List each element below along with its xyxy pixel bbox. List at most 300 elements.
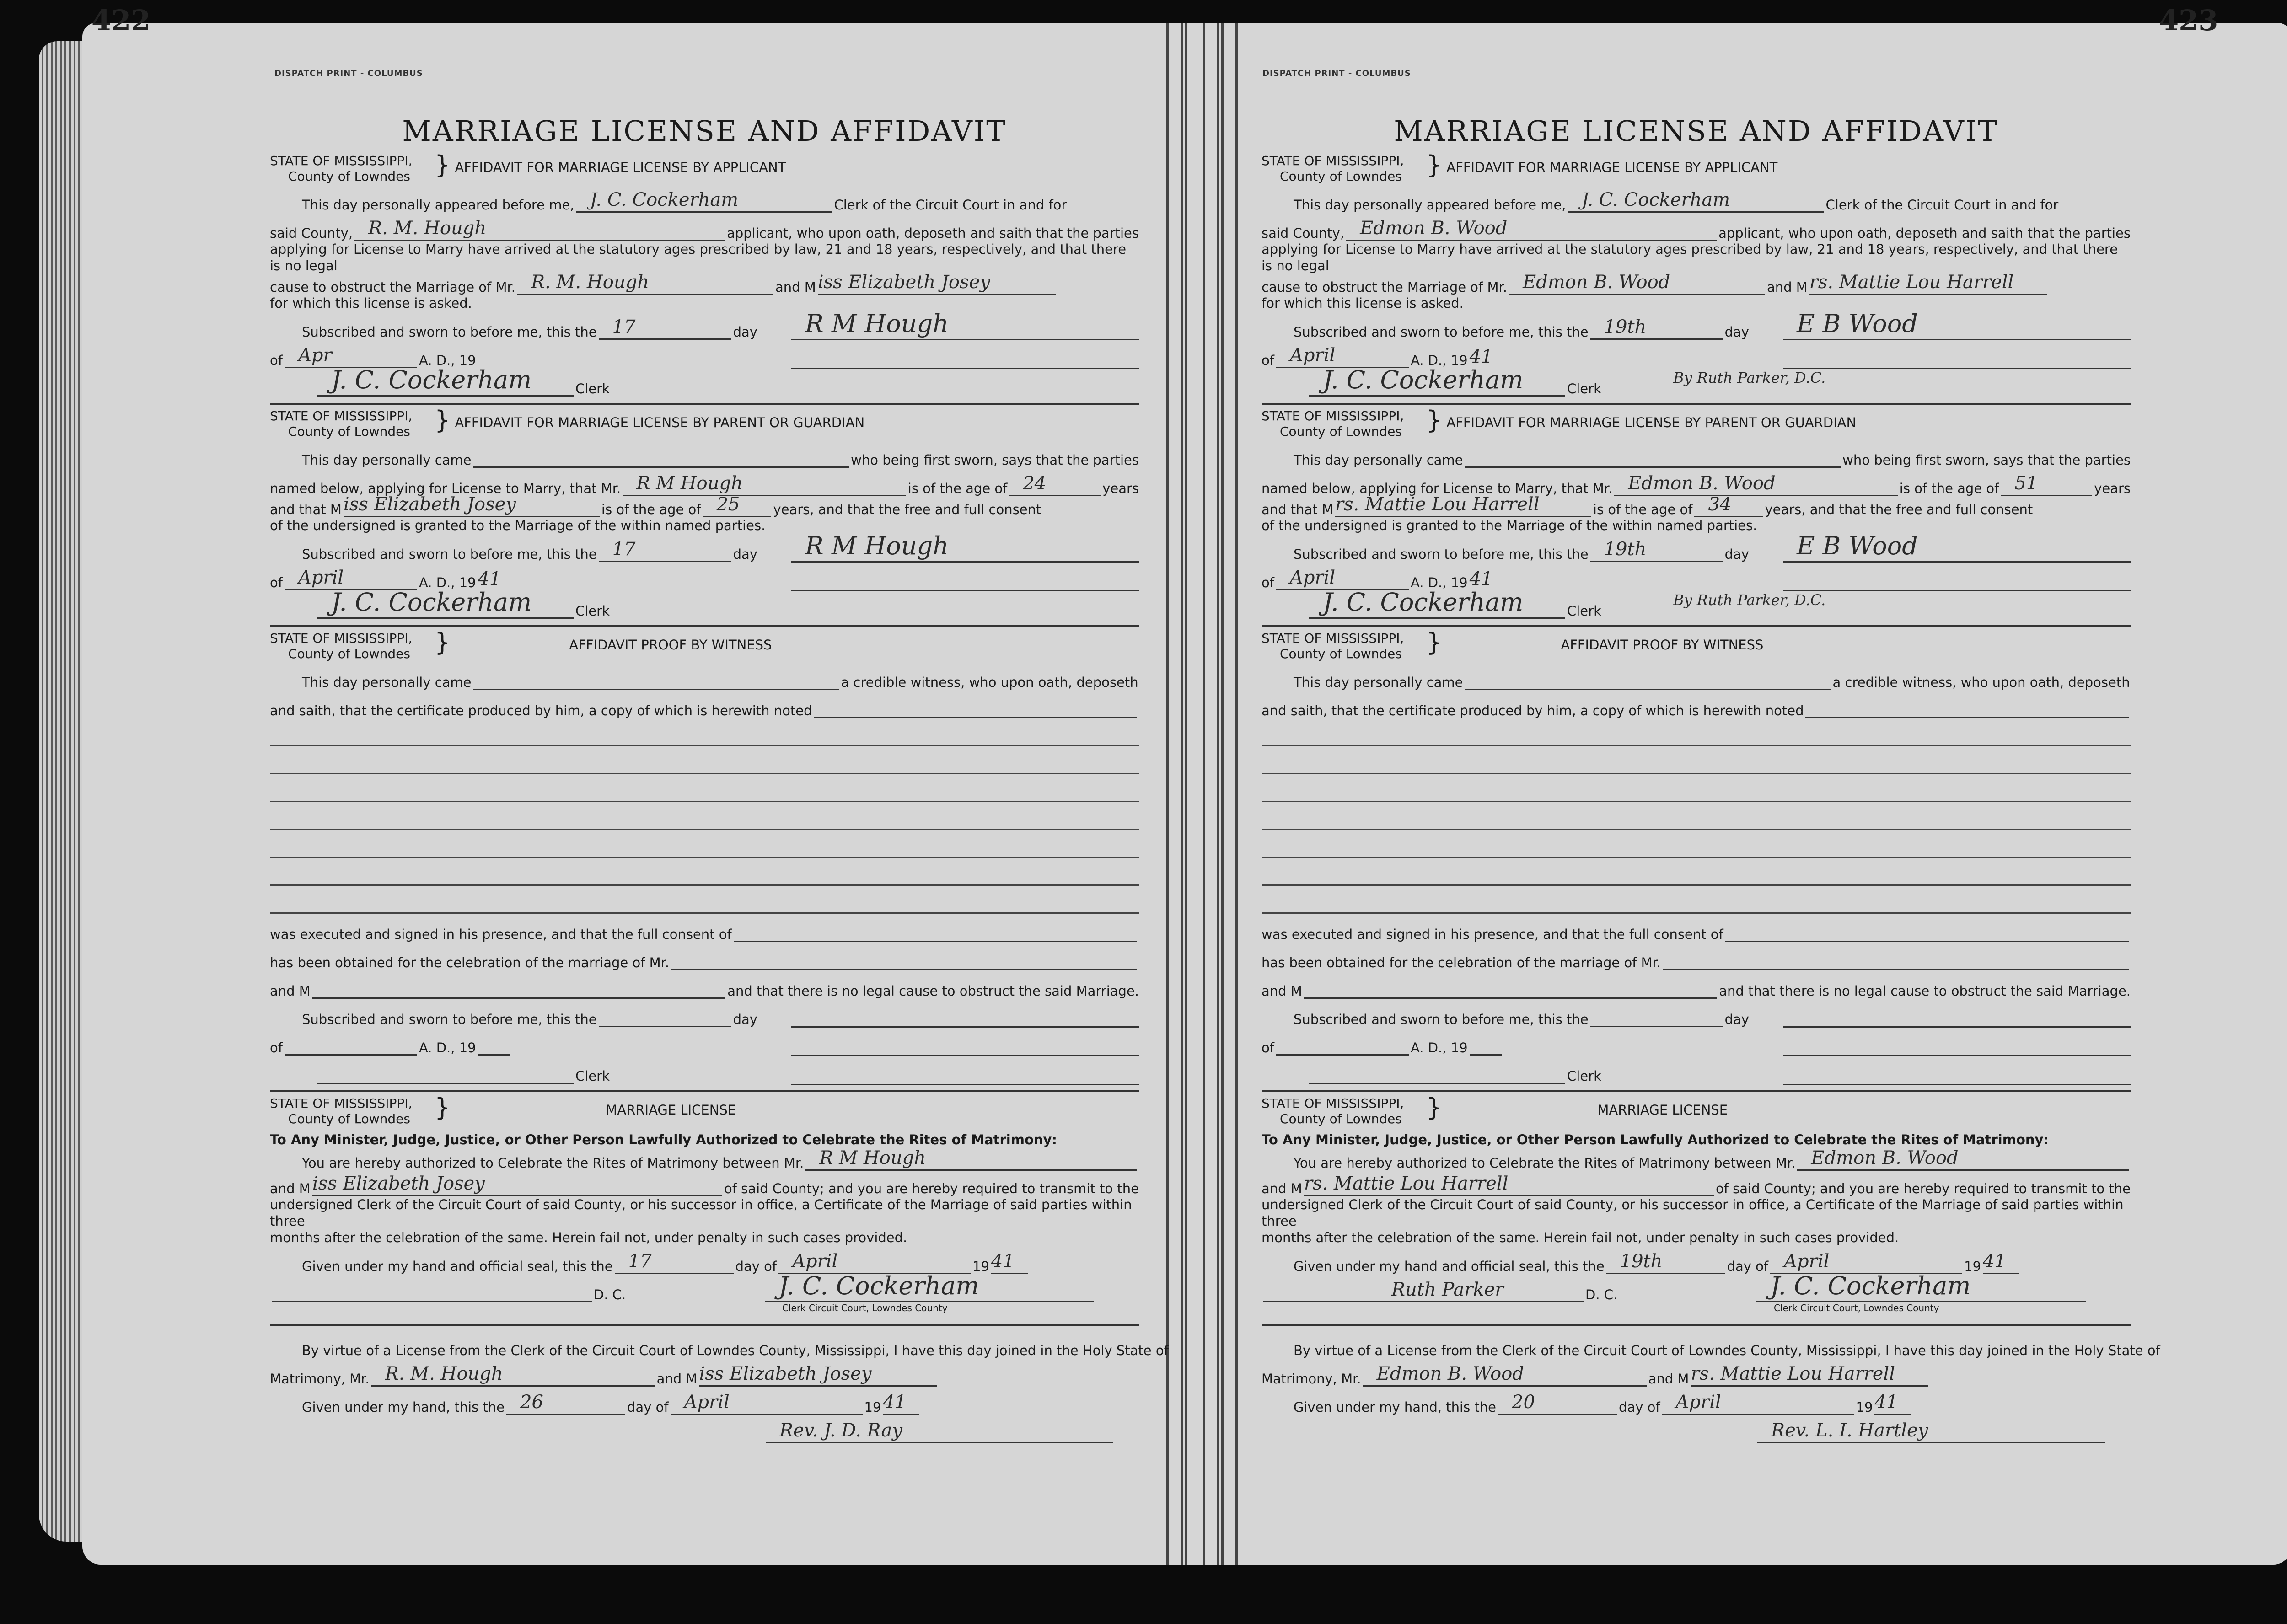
- handwriting: By Ruth Parker, D.C.: [1673, 369, 1826, 386]
- handwriting: rs. Mattie Lou Harrell: [1691, 1363, 1895, 1384]
- clerk-signature: [317, 365, 574, 397]
- field: [734, 921, 1137, 942]
- label: A. D., 19: [419, 1040, 476, 1056]
- section-parent: [270, 408, 1139, 619]
- handwriting: Ruth Parker: [1391, 1279, 1504, 1300]
- year-field: [883, 1394, 919, 1415]
- section-heading: AFFIDAVIT FOR MARRIAGE LICENSE BY PARENT OR GUARDIAN: [1446, 415, 1857, 430]
- label: years, and that the free and full consent: [773, 502, 1041, 517]
- signature-line: [1783, 1028, 2131, 1056]
- signature-block: [791, 531, 1139, 610]
- label: and M: [1262, 1181, 1302, 1196]
- paragraph: of the undersigned is granted to the Marriage of the within named parties.: [270, 518, 766, 533]
- ruled-line: [1262, 858, 2131, 886]
- groom-field: [1363, 1365, 1647, 1387]
- handwriting: April: [684, 1392, 730, 1413]
- separator: [1262, 403, 2131, 405]
- groom-age-field: [1009, 475, 1101, 496]
- signature-block: [791, 311, 1139, 387]
- section-applicant: [1262, 150, 2131, 397]
- handwriting: J. C. Cockerham: [778, 1271, 979, 1300]
- bride-field: [312, 1175, 722, 1196]
- day-field: [599, 318, 731, 340]
- handwriting: J. C. Cockerham: [331, 588, 532, 616]
- separator: [1262, 1324, 2131, 1326]
- field: [312, 977, 725, 999]
- handwriting: 41: [478, 568, 501, 590]
- handwriting: Rev. J. D. Ray: [779, 1420, 902, 1441]
- label: A. D., 19: [1410, 575, 1468, 590]
- label: This day personally appeared before me,: [1294, 197, 1566, 213]
- ruled-line: [270, 774, 1139, 802]
- ruled-line: [270, 718, 1139, 746]
- label: is of the age of: [907, 481, 1008, 496]
- label: and saith, that the certificate produced by him, a copy of which is herewith noted: [1262, 703, 1804, 718]
- handwriting: 19th: [1604, 539, 1647, 560]
- oath-block: [270, 531, 1139, 619]
- form-line: [1262, 1358, 2131, 1387]
- brace: }: [1426, 406, 1442, 434]
- day-field: [1590, 541, 1723, 562]
- form-line: [270, 1171, 1139, 1196]
- handwriting: 24: [1023, 473, 1047, 494]
- form-line: [270, 1271, 1139, 1302]
- form-line: [270, 184, 1139, 213]
- brace: }: [1426, 1093, 1442, 1122]
- applicant-field: [1346, 220, 1717, 241]
- brace: }: [435, 1093, 451, 1122]
- year-field: [991, 1253, 1028, 1274]
- day-field: [1590, 318, 1723, 340]
- state-block: [1262, 408, 1435, 439]
- circuit-clerk-signature: [765, 1271, 1094, 1302]
- handwriting: Edmon B. Wood: [1376, 1363, 1524, 1384]
- label: A. D., 19: [1410, 353, 1468, 368]
- label: said County,: [270, 225, 353, 241]
- signature-line: [1783, 563, 2131, 591]
- signature-line: [791, 369, 1139, 387]
- form-line: [270, 274, 1139, 295]
- form-line: [1262, 1148, 2131, 1171]
- label: of: [270, 353, 283, 368]
- label: applicant, who upon oath, deposeth and saith that the parties: [1718, 225, 2131, 241]
- handwriting: E B Wood: [1797, 309, 1918, 338]
- handwriting: 34: [1708, 494, 1732, 515]
- ruled-line: [270, 886, 1139, 914]
- handwriting: rs. Mattie Lou Harrell: [1335, 494, 1540, 515]
- form-line: [1262, 1415, 2131, 1443]
- form-line: [270, 213, 1139, 241]
- ruled-line: [1262, 830, 2131, 858]
- label: named below, applying for License to Marry, that Mr.: [270, 481, 621, 496]
- signature-line: [1673, 369, 2131, 387]
- caption: Clerk Circuit Court, Lowndes County: [782, 1302, 948, 1313]
- form-title: MARRIAGE LICENSE AND AFFIDAVIT: [1394, 114, 1998, 148]
- label: was executed and signed in his presence, and that the full consent of: [1262, 927, 1723, 942]
- paragraph: of the undersigned is granted to the Marriage of the within named parties.: [1262, 518, 1757, 533]
- separator: [1262, 1090, 2131, 1092]
- label: and that M: [270, 502, 342, 517]
- paragraph: months after the celebration of the same. Herein fail not, under penalty in such cases provided.: [1262, 1230, 1899, 1245]
- section-license: [270, 1093, 1139, 1313]
- field: [599, 1006, 731, 1027]
- field: [1304, 977, 1717, 999]
- oath-block: [270, 311, 1139, 397]
- label: Clerk of the Circuit Court in and for: [1825, 197, 2059, 213]
- page-number-right: 423: [2159, 4, 2218, 37]
- label: and M: [270, 983, 311, 999]
- label: You are hereby authorized to Celebrate the Rites of Matrimony between Mr.: [302, 1155, 804, 1171]
- label: Subscribed and sworn to before me, this the: [302, 324, 597, 340]
- section-heading: AFFIDAVIT PROOF BY WITNESS: [1561, 637, 1764, 653]
- bride-field: [1304, 1175, 1714, 1196]
- state-block: [1262, 1096, 1435, 1127]
- came-field: [1465, 446, 1841, 468]
- label: and M: [270, 1181, 311, 1196]
- label: day: [733, 547, 757, 562]
- label: Given under my hand, this the: [302, 1399, 505, 1415]
- form-line: [1262, 213, 2131, 241]
- form-line: [1262, 942, 2131, 970]
- state-block: [1262, 631, 1435, 662]
- parent-signature: [791, 531, 1139, 563]
- section-witness: [270, 628, 1139, 1084]
- label: was executed and signed in his presence, and that the full consent of: [270, 927, 732, 942]
- field: [285, 1034, 417, 1056]
- handwriting: iss Elizabeth Josey: [817, 272, 990, 293]
- handwriting: J. C. Cockerham: [1581, 189, 1730, 210]
- label: day of: [1727, 1259, 1769, 1274]
- label: Given under my hand, this the: [1294, 1399, 1497, 1415]
- paragraph: undersigned Clerk of the Circuit Court of said County, or his successor in office, a Certificate of the Marriage of said parties within three: [1262, 1197, 2124, 1229]
- label: day of: [627, 1399, 669, 1415]
- month-field: [778, 1253, 971, 1274]
- label: This day personally came: [1294, 675, 1463, 690]
- form-line: [1262, 184, 2131, 213]
- handwriting: April: [1289, 345, 1336, 366]
- label: and M: [1262, 983, 1302, 999]
- oath-block: [270, 999, 1139, 1084]
- field: [1725, 921, 2129, 942]
- label: named below, applying for License to Marry, that Mr.: [1262, 481, 1613, 496]
- label: a credible witness, who upon oath, deposeth: [841, 675, 1138, 690]
- label: years: [1102, 481, 1139, 496]
- paragraph: To Any Minister, Judge, Justice, or Other Person Lawfully Authorized to Celebrate the Rites of Matrimony:: [1262, 1132, 2049, 1147]
- county-label: County of Lowndes: [1280, 1111, 1402, 1126]
- handwriting: R M Hough: [636, 473, 743, 494]
- label: and saith, that the certificate produced by him, a copy of which is herewith noted: [270, 703, 812, 718]
- handwriting: 41: [1469, 568, 1493, 590]
- section-license: [1262, 1093, 2131, 1313]
- signature-line: [791, 1028, 1139, 1056]
- month-field: [1770, 1253, 1962, 1274]
- ruled-line: [1262, 802, 2131, 830]
- separator: [1262, 625, 2131, 627]
- label: 19: [1856, 1399, 1873, 1415]
- section-heading: MARRIAGE LICENSE: [606, 1102, 736, 1118]
- ruled-line: [270, 802, 1139, 830]
- month-field: [285, 347, 417, 368]
- label: of: [1262, 575, 1274, 590]
- handwriting: April: [1289, 567, 1336, 588]
- label: Clerk: [575, 381, 610, 397]
- ruled-line: [270, 858, 1139, 886]
- signature-block: [791, 999, 1139, 1085]
- label: day: [733, 1012, 757, 1027]
- handwriting: 41: [991, 1251, 1015, 1272]
- ruled-line: [1262, 774, 2131, 802]
- separator: [270, 1090, 1139, 1092]
- label: has been obtained for the celebration of the marriage of Mr.: [1262, 955, 1661, 970]
- label: A. D., 19: [419, 575, 476, 590]
- label: is of the age of: [1593, 502, 1693, 517]
- label: You are hereby authorized to Celebrate the Rites of Matrimony between Mr.: [1294, 1155, 1796, 1171]
- signature-block: [1783, 999, 2131, 1085]
- bride-field: [818, 273, 1056, 295]
- field: [1470, 1034, 1502, 1056]
- label: Given under my hand and official seal, this the: [302, 1259, 613, 1274]
- field: [1465, 669, 1831, 690]
- handwriting: iss Elizabeth Josey: [699, 1363, 872, 1384]
- brace: }: [1426, 628, 1442, 657]
- label: day of: [1619, 1399, 1660, 1415]
- handwriting: 17: [612, 316, 636, 338]
- label: and M: [656, 1371, 698, 1387]
- groom-field: [1797, 1149, 2129, 1171]
- handwriting: E B Wood: [1797, 531, 1918, 560]
- handwriting: Edmon B. Wood: [1522, 272, 1670, 293]
- brace: }: [435, 150, 451, 179]
- state-label: STATE OF MISSISSIPPI,: [1262, 408, 1404, 423]
- label: This day personally appeared before me,: [302, 197, 574, 213]
- state-label: STATE OF MISSISSIPPI,: [270, 631, 413, 646]
- state-block: [1262, 153, 1435, 184]
- label: has been obtained for the celebration of the marriage of Mr.: [270, 955, 670, 970]
- field: [671, 949, 1137, 970]
- right-page: [1189, 23, 2287, 1565]
- label: Given under my hand and official seal, this the: [1294, 1259, 1605, 1274]
- state-block: [270, 408, 444, 439]
- state-block: [270, 631, 444, 662]
- label: 19: [972, 1259, 990, 1274]
- oath-block: [1262, 311, 2131, 397]
- form-line: [270, 496, 1139, 517]
- handwriting: 41: [1874, 1392, 1898, 1413]
- label: By virtue of a License from the Clerk of the Circuit Court of Lowndes County, Mississippi, I have this day joined in the Holy State of: [1294, 1343, 2160, 1358]
- left-page: [82, 23, 1189, 1565]
- signature-line: [791, 340, 1139, 369]
- gutter-line: [1203, 23, 1219, 1565]
- handwriting: 51: [2014, 473, 2038, 494]
- state-header: [270, 628, 1139, 662]
- groom-age-field: [2001, 475, 2092, 496]
- printer-imprint: DISPATCH PRINT - COLUMBUS: [1262, 69, 1411, 78]
- field: [317, 1062, 574, 1084]
- label: of: [270, 1040, 283, 1056]
- handwriting: J. C. Cockerham: [1323, 588, 1524, 616]
- signature-line: [791, 1056, 1139, 1085]
- label: applicant, who upon oath, deposeth and saith that the parties: [727, 225, 1139, 241]
- county-label: County of Lowndes: [1280, 646, 1402, 661]
- label: This day personally came: [1294, 452, 1463, 468]
- county-label: County of Lowndes: [288, 1111, 410, 1126]
- state-label: STATE OF MISSISSIPPI,: [1262, 153, 1404, 168]
- form-line: [270, 662, 1139, 690]
- state-header: [1262, 628, 2131, 662]
- signature-line: [791, 591, 1139, 610]
- state-header: [1262, 1093, 2131, 1127]
- label: cause to obstruct the Marriage of Mr.: [270, 279, 515, 295]
- handwriting: R M Hough: [805, 309, 949, 338]
- label: said County,: [1262, 225, 1345, 241]
- handwriting: 41: [1469, 346, 1493, 367]
- handwriting: rs. Mattie Lou Harrell: [1304, 1173, 1509, 1194]
- paragraph: applying for License to Marry have arrived at the statutory ages prescribed by law, 21 and 18 years, respectively, and that there is no legal: [1262, 241, 2118, 273]
- applicant-field: [354, 220, 725, 241]
- label: of said County; and you are hereby required to transmit to the: [1716, 1181, 2131, 1196]
- label: 19: [1964, 1259, 1981, 1274]
- label: Clerk: [575, 1068, 610, 1084]
- handwriting: J. C. Cockerham: [1770, 1271, 1971, 1300]
- groom-field: [1614, 475, 1898, 496]
- handwriting: 25: [716, 494, 740, 515]
- state-block: [270, 1096, 444, 1127]
- state-label: STATE OF MISSISSIPPI,: [270, 1096, 413, 1111]
- section-witness: [1262, 628, 2131, 1084]
- label: years: [2094, 481, 2131, 496]
- month-field: [1662, 1394, 1854, 1415]
- label: Clerk: [575, 603, 610, 619]
- label: and M: [775, 279, 816, 295]
- state-header: [1262, 408, 2131, 439]
- form-line: [270, 970, 1139, 999]
- paragraph: for which this license is asked.: [270, 295, 472, 311]
- dc-field: [272, 1281, 592, 1302]
- bride-field: [1335, 496, 1591, 517]
- form-line: [1262, 1171, 2131, 1196]
- form-line: [1262, 1246, 2131, 1274]
- label: Matrimony, Mr.: [1262, 1371, 1361, 1387]
- paragraph: To Any Minister, Judge, Justice, or Other Person Lawfully Authorized to Celebrate the Rites of Matrimony:: [270, 1132, 1058, 1147]
- handwriting: 19th: [1620, 1251, 1663, 1272]
- printer-imprint: DISPATCH PRINT - COLUMBUS: [274, 69, 423, 78]
- form-line: [1262, 970, 2131, 999]
- handwriting: 17: [628, 1251, 652, 1272]
- signature-line: [791, 999, 1139, 1028]
- bride-field: [1809, 273, 2047, 295]
- form-line: [270, 1148, 1139, 1171]
- ruled-line: [1262, 886, 2131, 914]
- label: of: [1262, 1040, 1274, 1056]
- label: Subscribed and sworn to before me, this the: [1294, 324, 1589, 340]
- came-field: [473, 446, 849, 468]
- form-line: [270, 1358, 1139, 1387]
- label: 19: [864, 1399, 881, 1415]
- county-label: County of Lowndes: [288, 424, 410, 439]
- bride-age-field: [703, 496, 771, 517]
- handwriting: 41: [1983, 1251, 2006, 1272]
- oath-block: [1262, 999, 2131, 1084]
- handwriting: R. M. Hough: [368, 218, 487, 239]
- gutter-line: [1166, 23, 1183, 1565]
- handwriting: R M Hough: [805, 531, 949, 560]
- label: a credible witness, who upon oath, deposeth: [1832, 675, 2130, 690]
- handwriting: 19th: [1604, 316, 1647, 338]
- label: day: [733, 324, 757, 340]
- form-left: [270, 96, 1169, 1443]
- groom-field: [623, 475, 906, 496]
- form-line: [1262, 468, 2131, 496]
- label: of: [270, 575, 283, 590]
- label: and M: [1766, 279, 1808, 295]
- label: Matrimony, Mr.: [270, 1371, 370, 1387]
- handwriting: Edmon B. Wood: [1360, 218, 1508, 239]
- label: D. C.: [1585, 1287, 1618, 1302]
- state-header: [1262, 150, 2131, 184]
- parent-signature: [1783, 531, 2131, 563]
- label: day: [1724, 547, 1749, 562]
- label: This day personally came: [302, 452, 472, 468]
- form-line: [1262, 274, 2131, 295]
- field: [473, 669, 839, 690]
- field: [1590, 1006, 1723, 1027]
- state-label: STATE OF MISSISSIPPI,: [270, 153, 413, 168]
- section-heading: AFFIDAVIT FOR MARRIAGE LICENSE BY APPLICANT: [455, 160, 786, 175]
- form-line: [1262, 662, 2131, 690]
- clerk-signature: [1309, 588, 1565, 619]
- paragraph: months after the celebration of the same. Herein fail not, under penalty in such cases provided.: [270, 1230, 907, 1245]
- handwriting: 17: [612, 539, 636, 560]
- handwriting: R. M. Hough: [531, 272, 649, 293]
- year-field: [1983, 1253, 2019, 1274]
- section-parent: [1262, 408, 2131, 619]
- handwriting: Edmon B. Wood: [1811, 1147, 1959, 1168]
- signature-line: [1783, 340, 2131, 369]
- label: This day personally came: [302, 675, 472, 690]
- section-heading: AFFIDAVIT FOR MARRIAGE LICENSE BY PARENT OR GUARDIAN: [455, 415, 865, 430]
- label: Clerk of the Circuit Court in and for: [834, 197, 1067, 213]
- month-field: [671, 1394, 863, 1415]
- label: Clerk: [1567, 381, 1601, 397]
- label: of: [1262, 353, 1274, 368]
- signature-line: [791, 563, 1139, 591]
- handwriting: Rev. L. I. Hartley: [1771, 1420, 1928, 1441]
- label: and that M: [1262, 502, 1333, 517]
- form-line: [270, 942, 1139, 970]
- label: day: [1724, 1012, 1749, 1027]
- form-line: [270, 914, 1139, 942]
- groom-field: [1509, 273, 1765, 295]
- handwriting: 26: [520, 1392, 543, 1413]
- label: Clerk: [1567, 603, 1601, 619]
- state-label: STATE OF MISSISSIPPI,: [1262, 1096, 1404, 1111]
- groom-field: [517, 273, 773, 295]
- form-line: [270, 439, 1139, 468]
- label: Subscribed and sworn to before me, this the: [1294, 1012, 1589, 1027]
- paragraph: applying for License to Marry have arrived at the statutory ages prescribed by law, 21 and 18 years, respectively, and that there is no legal: [270, 241, 1127, 273]
- handwriting: 41: [883, 1392, 907, 1413]
- label: Subscribed and sworn to before me, this the: [302, 1012, 597, 1027]
- ruled-line: [1262, 718, 2131, 746]
- label: D. C.: [594, 1287, 626, 1302]
- caption: Clerk Circuit Court, Lowndes County: [1774, 1302, 1939, 1313]
- groom-field: [805, 1149, 1137, 1171]
- label: Clerk: [1567, 1068, 1601, 1084]
- day-field: [506, 1394, 625, 1415]
- separator: [270, 625, 1139, 627]
- form-line: [1262, 1271, 2131, 1302]
- clerk-field: [576, 191, 832, 213]
